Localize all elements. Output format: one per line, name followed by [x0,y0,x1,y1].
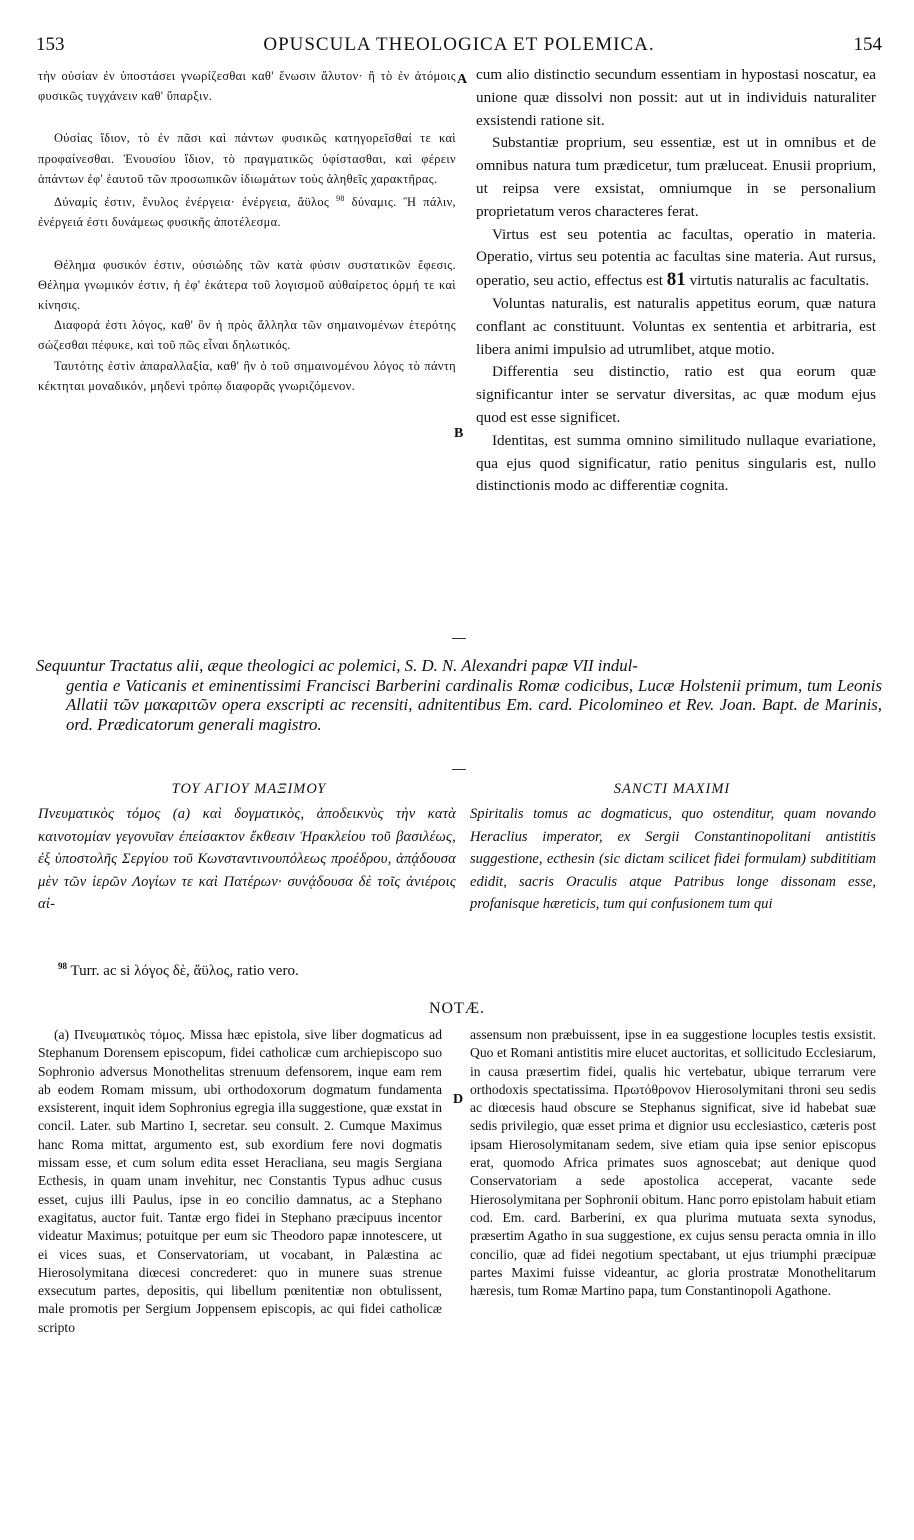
margin-marker-d: D [453,1092,464,1107]
latin-column-top [476,64,876,498]
latin-paragraph: Substantiæ proprium, seu essentiæ, est ut in omnibus et de omnibus natura tum prædicetur, tum præluceat. Enusii proprium, ut reipsa vere exsistat, omniumque in se personalium proprietatum veros characteres ferat. [476,134,876,220]
margin-marker-a: A [457,72,468,87]
greek-section-heading: ΤΟΥ ΑΓΙΟΥ ΜΑΞΙΜΟΥ [171,781,327,797]
greek-paragraph [38,189,456,233]
latin-title-text: Spiritalis tomus ac dogmaticus, quo ostenditur, quam novando Heraclius imperator, ex Sergii Constantinopolitani antistitis suggestione, ecthesin (sic dictam scilicet fidei formulam) subdititiam edidit, sacris Oraculis atque Patribus longe dissonam esse, profanisque hæreticis, tum qui confusionem tum qui [470,806,876,913]
notes-column-left [38,1026,442,1337]
latin-paragraph [476,224,876,293]
greek-paragraph: Διαφορά ἐστι λόγος, καθ' ὃν ἡ πρὸς ἄλληλα τῶν σημαινομένων ἑτερότης σώζεσθαι πέφυκε, καὶ τοῦ πῶς εἶναι δηλωτικός. [38,318,456,353]
greek-paragraph: Θέλημα φυσικόν ἐστιν, οὐσιώδης τῶν κατὰ φύσιν συστατικῶν ἔφεσις. Θέλημα γνωμικόν ἐστιν, ἡ ἐφ' ἑκάτερα τοῦ λογισμοῦ αὐθαίρετος ὁρμή τε καὶ κίνησις. [38,257,456,312]
notes-title: NOTÆ. [428,1000,486,1017]
latin-section-heading: SANCTI MAXIMI [613,781,731,797]
notes-column-right [470,1026,876,1300]
greek-paragraph: Ταυτότης ἐστὶν ἀπαραλλαξία, καθ' ἣν ὁ τοῦ σημαινομένου λόγος τὸ πάντη κέκτηται μοναδικόν, μηδενὶ τρόπῳ διαφορᾶς γνωριζόμενον. [38,358,456,393]
sequuntur-note [36,656,882,734]
latin-text: Virtus est seu potentia ac facultas, operatio in materia. Operatio, virtus seu potentia ac facultas sine materia. Aut rursus, operatio, seu actio, effectus est [476,225,876,290]
page-number-left: 153 [36,34,65,55]
sequuntur-rest: gentia e Vaticanis et eminentissimi Francisci Barberini cardinalis Romæ codicibus, Lucæ Holstenii primum, tum Leonis Allatii τῶν μακαριτῶν opera exscripti ac recensiti, adnitentibus Em. card. Picolomineo et Rev. Joan. Bapt. de Marinis, ord. Prædicatorum generali magistro. [66,675,882,734]
page-header [36,34,882,58]
greek-title-text: Πνευματικὸς τόμος (a) καὶ δογματικὸς, ἀποδεικνὺς τὴν κατὰ καινοτομίαν γεγονυῖαν ἐπείσακτον ἔκθεσιν Ἡρακλείου τοῦ βασιλέως, ἐξ ὑποστολῆς Σεργίου τοῦ Κωνσταντινουπόλεως προέδρου, ἀπᾴδουσα μὲν τῶν ἱερῶν Λογίων τε καὶ Πατέρων· συνᾴδουσα δὲ τοῖς ἀνιέροις αἱ- [38,806,456,913]
greek-paragraph: Οὐσίας ἴδιον, τὸ ἐν πᾶσι καὶ πάντων φυσικῶς κατηγορεῖσθαί τε καὶ προφαίνεσθαι. Ἐνουσίου ἴδιον, τὸ πραγματικῶς ὑφίστασθαι, καὶ φέρειν ἁπάντων ἐφ' ἑαυτοῦ τῶν προσωπικῶν ἰδιωμάτων τοὺς ἀληθεῖς χαρακτῆρας. [38,131,456,186]
running-title: OPUSCULA THEOLOGICA ET POLEMICA. [263,34,655,55]
greek-text: Δύναμίς ἐστιν, ἔνυλος ἐνέργεια· ἐνέργεια, ἄϋλος [54,195,330,210]
page-number-right: 154 [853,34,882,55]
greek-title-paragraph [38,803,456,916]
sequuntur-first-line: Sequuntur Tractatus alii, æque theologici ac polemici, S. D. N. Alexandri papæ VII indul- [36,656,638,675]
note-paragraph: assensum non præbuissent, ipse in ea suggestione locuples testis exsistit. Quo et Romani antistitis mire elucet auctoritas, et sollicitudo Ecclesiarum, in causa præsertim fidei, qualis hic vertebatur, ubique terrarum vere orthodoxis spectatissima. Πρωτόθρονον Hierosolymitani throni seu sedis ac diœcesis haud obscure se Stephanus significat, sive id habebat suæ sedis privilegio, quæ esset prima et dignior usu ecclesiastico, cæteris post ipsam Hierosolymitanam sedem, sive etiam quia ipse senior episcopus erat, quomodo Africa primates suos agnoscebat; aut denique quod Conservatoriam a sede apostolica acceperat, vacante sede Hierosolymitana per Sophronii obitum. Hanc porro epistolam habuit etiam cod. Em. card. Barberini, ex qua plurima mutuata sexta synodus, præsertim Agatho in sua suggestione, ex cujus sensu peracta omnia in illo concilio, quæ ad fidei negotium spectabant, ut ejus triumphi præcipuæ partes Maximi fuisse videantur, ac gloria prostratæ Monothelitarum hæresis, tum Romæ Martino papa, tum Constantinopoli Agathone. [470,1027,876,1299]
column-number: 81 [666,269,686,291]
latin-text: virtutis naturalis ac facultatis. [689,272,870,290]
latin-paragraph: Voluntas naturalis, est naturalis appetitus eorum, quæ natura conflant ac constituunt. Voluntas ex sententia et arbitraria, est libera animi impulsio ad utrumlibet, atque motio. [476,294,876,358]
greek-column-top [38,66,456,396]
latin-title-paragraph [470,803,876,916]
latin-paragraph: Identitas, est summa omnino similitudo nullaque evariatione, qua ejus quod significatur, ratio penitus singularis est, nullo distinctionis modo ac differentiæ cognita. [476,431,876,495]
footnote-text: Turr. ac si λόγος δὲ, ἄϋλος, ratio vero. [70,963,299,979]
greek-paragraph: τὴν οὐσίαν ἐν ὑποστάσει γνωρίζεσθαι καθ' ἕνωσιν ἄλυτον· ἢ τὸ ἐν ἀτόμοις φυσικῶς τυγχάνειν καθ' ὕπαρξιν. [38,69,456,104]
latin-paragraph: cum alio distinctio secundum essentiam in hypostasi noscatur, ea unione quæ dissolvi non possit: aut ut in individuis naturaliter exsistendi ratione sit. [476,66,876,129]
footnote-number: 98 [58,961,67,971]
footnote-ref: 98 [336,194,345,204]
divider-short [452,638,466,639]
divider-short [452,769,466,770]
greek-text: δύναμις. Ἢ πάλιν, ἐνέργειά ἐστι δυνάμεως φυσικῆς ἀποτέλεσμα. [38,195,456,230]
footnote [58,961,458,980]
margin-marker-b: B [454,426,464,441]
latin-paragraph: Differentia seu distinctio, ratio est qua eorum quæ significantur inter se servatur diversitas, ac quæ modum ejus quod est esse significet. [476,363,876,426]
note-paragraph: (a) Πνευματικὸς τόμος. Missa hæc epistola, sive liber dogmaticus ad Stephanum Dorensem episcopum, fidei catholicæ cum archiepiscopo suo Sophronio adversus Monothelitas strenuum defensorem, inque eam rem ab eodem Romam missum, ubi orthodoxorum dogmatum fundamenta exsisterent, inquit idem Sophronius egregia illa suggestione, quæ exstat in concil. Later. sub Martino I, secretar. seu consult. 2. Cumque Maximus hanc Roma mittat, argumento est, sub exordium fere novi dogmatis missam esse, et cum solum edita esset Heracliana, seu magis Sergiana Ecthesis, in quam unam invehitur, nec Constantis Typus adhuc cusus esset, cujus illi Paulus, ipse in eo concilio damnatus, ac a Stephano exagitatus, auctor fuit. Tantæ ergo fidei in Stephano præcipuus incentor videatur Maximus; potuitque per eum sic Theodoro papæ innotescere, ut ei vices suas, et Conservatoriam, ut vocabant, in Palæstina ac Hierosolymitana diœcesi concrederet: quo in munere suas strenue exsecutum partes, depositis, qui libellum pœnitentiæ non obtulissent, male promotis per Sergium Joppensem episcopis, ac qui fidei catholicæ scripto [38,1027,442,1335]
